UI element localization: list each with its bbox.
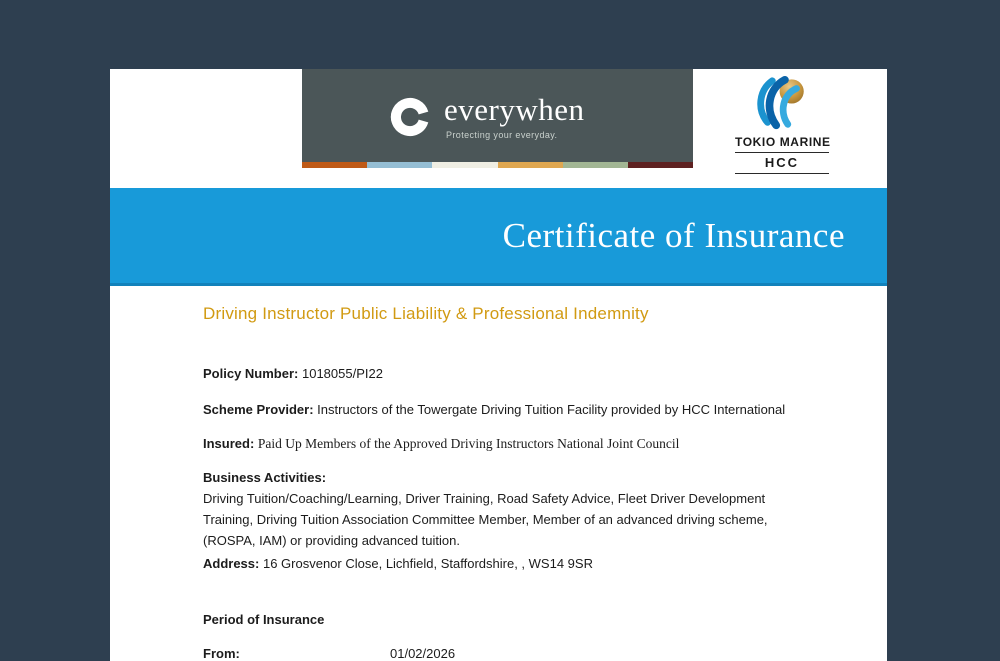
business-activities-label: Business Activities: [203, 470, 327, 485]
tokio-marine-name: TOKIO MARINE [735, 135, 829, 153]
certificate-title: Certificate of Insurance [502, 216, 845, 255]
stripe-sage [563, 162, 628, 168]
scheme-provider-value: Instructors of the Towergate Driving Tuition Facility provided by HCC International [317, 402, 786, 417]
policy-number-row [203, 363, 383, 384]
business-activities-block [203, 467, 818, 551]
business-activities-value: Driving Tuition/Coaching/Learning, Driver Training, Road Safety Advice, Fleet Driver Development Training, Driving Tuition Association Committee Member, Member of an advanced driving scheme, (ROSPA, IAM) or providing advanced tuition. [203, 491, 768, 548]
tokio-marine-hcc: HCC [735, 153, 829, 174]
everywhen-wordmark-group [444, 93, 585, 140]
insured-label: Insured: [203, 436, 255, 451]
scheme-heading: Driving Instructor Public Liability & Professional Indemnity [203, 304, 649, 323]
period-from-row [203, 643, 703, 661]
stripe-gold [498, 162, 563, 168]
policy-number-value: 1018055/PI22 [301, 366, 383, 381]
tokio-marine-sphere-icon [753, 73, 811, 135]
stripe-maroon [628, 162, 693, 168]
address-row [203, 553, 593, 574]
insured-value: Paid Up Members of the Approved Driving Instructors National Joint Council [257, 436, 680, 451]
period-from-value: 01/02/2026 [390, 646, 456, 661]
certificate-page [110, 69, 887, 661]
stripe-orange [302, 162, 367, 168]
certificate-banner [110, 188, 887, 286]
tokio-marine-logo-block [735, 73, 829, 174]
period-of-insurance-heading: Period of Insurance [203, 612, 325, 627]
everywhen-wordmark: everywhen [444, 92, 585, 127]
everywhen-color-stripes [302, 162, 693, 168]
everywhen-logo-row [390, 93, 585, 140]
stripe-cream [432, 162, 497, 168]
scheme-provider-label: Scheme Provider: [203, 402, 314, 417]
insured-row [203, 433, 679, 454]
address-label: Address: [203, 556, 260, 571]
scheme-provider-row [203, 399, 785, 420]
everywhen-logo-block [302, 69, 693, 168]
period-from-label: From: [203, 646, 240, 661]
stripe-lightblue [367, 162, 432, 168]
policy-number-label: Policy Number: [203, 366, 299, 381]
everywhen-tagline: Protecting your everyday. [446, 130, 558, 141]
address-value: 16 Grosvenor Close, Lichfield, Staffordshire, , WS14 9SR [262, 556, 593, 571]
everywhen-swirl-icon [390, 97, 430, 137]
